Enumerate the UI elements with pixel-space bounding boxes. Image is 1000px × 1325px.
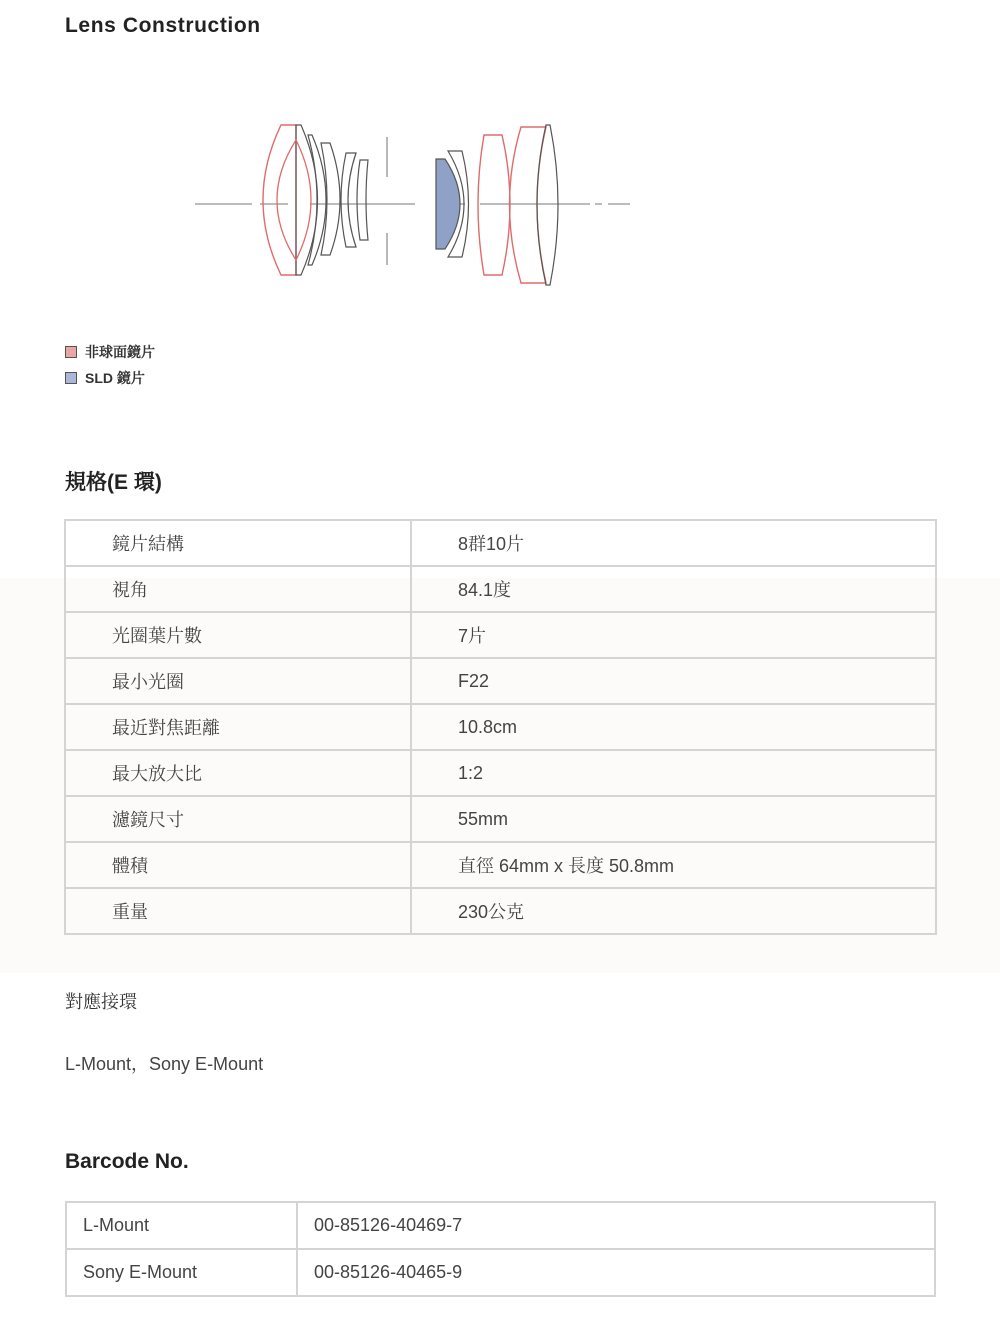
- table-row: [65, 520, 936, 566]
- spec-label: 濾鏡尺寸: [65, 796, 411, 842]
- mount-list: L-Mount，Sony E-Mount: [65, 1054, 264, 1074]
- table-row: [65, 704, 936, 750]
- legend-swatch-aspherical: [65, 346, 77, 358]
- spec-value: 84.1度: [411, 566, 936, 612]
- table-row: [65, 658, 936, 704]
- spec-label: 最大放大比: [65, 750, 411, 796]
- barcode-value: 00-85126-40469-7: [297, 1202, 935, 1249]
- legend-swatch-sld: [65, 372, 77, 384]
- barcode-label: Sony E-Mount: [66, 1249, 297, 1296]
- spec-value: 55mm: [411, 796, 936, 842]
- barcode-label: L-Mount: [66, 1202, 297, 1249]
- barcode-table: [65, 1201, 936, 1297]
- table-row: [66, 1249, 935, 1296]
- legend-sld: [65, 368, 145, 388]
- spec-table: [64, 519, 937, 935]
- table-row: [66, 1202, 935, 1249]
- legend-label-aspherical: 非球面鏡片: [85, 344, 155, 360]
- spec-label: 體積: [65, 842, 411, 888]
- barcode-value: 00-85126-40465-9: [297, 1249, 935, 1296]
- mount-title: 對應接環: [65, 992, 137, 1012]
- table-row: [65, 796, 936, 842]
- spec-value: F22: [411, 658, 936, 704]
- lens-element-6: [357, 160, 368, 240]
- lens-element-7-sld: [436, 159, 460, 249]
- spec-label: 視角: [65, 566, 411, 612]
- table-row: [65, 750, 936, 796]
- table-row: [65, 566, 936, 612]
- table-row: [65, 888, 936, 934]
- spec-label: 鏡片結構: [65, 520, 411, 566]
- spec-value: 直徑 64mm x 長度 50.8mm: [411, 842, 936, 888]
- barcode-title: Barcode No.: [65, 1150, 189, 1173]
- lens-element-9-aspherical: [478, 135, 510, 275]
- spec-label: 重量: [65, 888, 411, 934]
- lens-element-2-aspherical: [277, 140, 311, 260]
- spec-label: 光圈葉片數: [65, 612, 411, 658]
- spec-title: 規格(E 環): [65, 471, 162, 494]
- lens-element-5: [341, 153, 356, 247]
- spec-label: 最小光圈: [65, 658, 411, 704]
- table-row: [65, 612, 936, 658]
- lens-element-10-aspherical: [510, 127, 547, 283]
- spec-value: 1:2: [411, 750, 936, 796]
- spec-value: 7片: [411, 612, 936, 658]
- spec-label: 最近對焦距離: [65, 704, 411, 750]
- table-row: [65, 842, 936, 888]
- spec-value: 230公克: [411, 888, 936, 934]
- legend-label-sld: SLD 鏡片: [85, 370, 145, 386]
- lens-element-4: [321, 143, 340, 255]
- lens-construction-title: Lens Construction: [65, 14, 261, 37]
- lens-construction-diagram: [190, 115, 640, 295]
- spec-value: 10.8cm: [411, 704, 936, 750]
- legend-aspherical: [65, 342, 155, 362]
- lens-element-10-outline: [537, 125, 558, 285]
- spec-value: 8群10片: [411, 520, 936, 566]
